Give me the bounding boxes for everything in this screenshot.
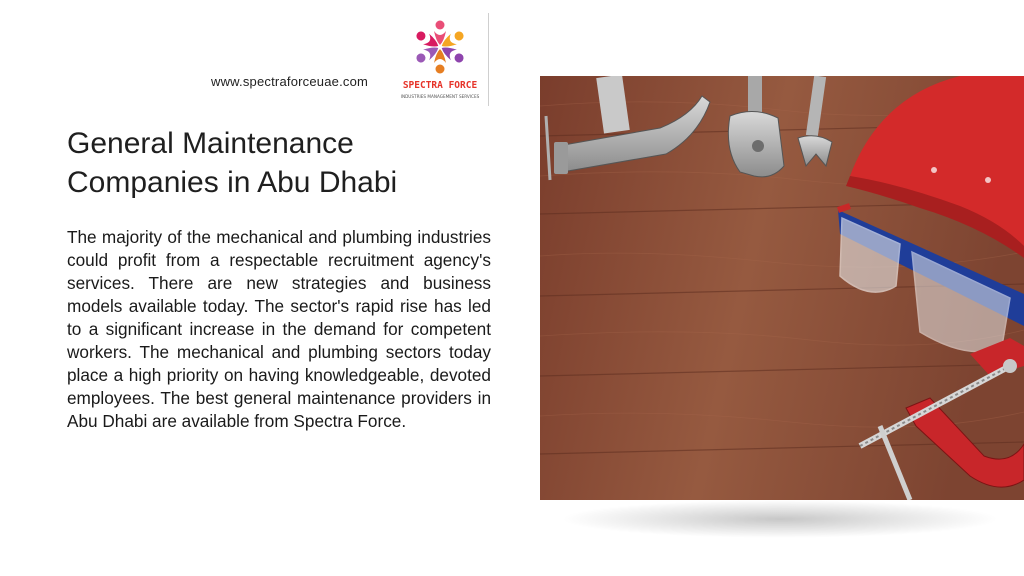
website-url: www.spectraforceuae.com bbox=[211, 74, 369, 89]
page-title bbox=[67, 124, 507, 202]
svg-text:SPECTRA FORCE: SPECTRA FORCE bbox=[402, 80, 478, 91]
title-line-2: Companies in Abu Dhabi bbox=[67, 166, 398, 199]
title-line-1: General Maintenance bbox=[67, 127, 354, 160]
tools-photo bbox=[540, 76, 1024, 500]
spectra-force-logo bbox=[393, 13, 489, 106]
svg-text:INDUSTRIES MANAGEMENT SERVICES: INDUSTRIES MANAGEMENT SERVICES bbox=[400, 94, 480, 99]
body-paragraph: The majority of the mechanical and plumbing industries could profit from a respectable recruitment agency's services. There are new strategies and business models available today. The sector's rapid rise has led to a significant increase in the demand for competent workers. The mechanical and plumbing sectors today place a high priority on having knowledgeable, devoted employees. The best general maintenance providers in Abu Dhabi are available from Spectra Force. bbox=[67, 227, 491, 431]
photo-shadow bbox=[560, 500, 1000, 538]
